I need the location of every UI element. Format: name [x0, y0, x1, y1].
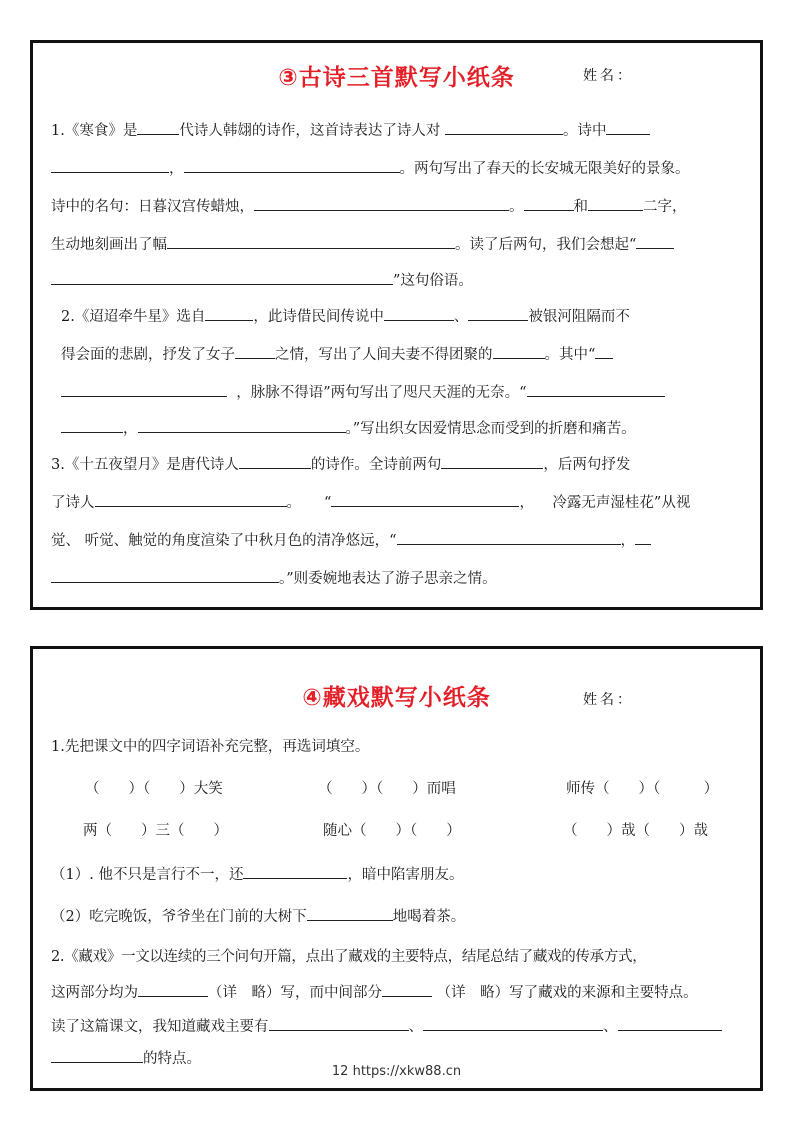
q2-line-4: 的特点。 — [51, 1047, 746, 1069]
page-footer: 12 https://xkw88.cn — [331, 1064, 462, 1079]
name-label: 姓名： — [583, 68, 634, 84]
idiom-fill-item[interactable]: （ ）（ ）而唱 — [318, 781, 456, 797]
idiom-fill-item[interactable]: 师传（ ）（ ） — [566, 781, 719, 797]
answer-blank[interactable] — [138, 417, 346, 433]
idiom-fill-item[interactable]: 随心（ ）（ ） — [323, 823, 461, 839]
answer-blank[interactable] — [397, 529, 621, 545]
q3-line-1: 3.《十五夜望月》是唐代诗人 的诗作。全诗前两句 ，后两句抒发 — [51, 453, 746, 475]
answer-blank[interactable] — [524, 195, 574, 211]
worksheet-card-tibetan-opera — [30, 646, 763, 1091]
idiom-fill-item[interactable]: （ ）（ ）大笑 — [85, 781, 223, 797]
q1-line-5: ”这句俗语。 — [51, 269, 746, 291]
answer-blank[interactable] — [51, 269, 393, 285]
q1-line-1: 1.《寒食》是 代诗人韩翃的诗作，这首诗表达了诗人对 。诗中 — [51, 119, 746, 141]
answer-blank[interactable] — [95, 491, 287, 507]
card-title: ④藏戏默写小纸条 — [302, 685, 491, 711]
answer-blank[interactable] — [618, 1015, 722, 1031]
idiom-fill-item[interactable]: （ ）哉（ ）哉 — [563, 823, 708, 839]
q1-sentence-1: （1）. 他不只是言行不一，还 ，暗中陷害朋友。 — [51, 863, 746, 885]
answer-blank[interactable] — [468, 305, 528, 321]
idiom-fill-item[interactable]: 两（ ）三（ ） — [83, 823, 228, 839]
answer-blank[interactable] — [51, 157, 169, 173]
q1-sentence-2: （2）吃完晚饭，爷爷坐在门前的大树下 地喝着茶。 — [51, 905, 746, 927]
answer-blank[interactable] — [243, 863, 347, 879]
answer-blank[interactable] — [235, 343, 275, 359]
q2-line-3: 读了这篇课文，我知道藏戏主要有 、 、 — [51, 1015, 746, 1037]
answer-blank[interactable] — [51, 1047, 143, 1063]
answer-blank[interactable] — [384, 305, 454, 321]
q2-line-4: ， 。”写出织女因爱情思念而受到的折磨和痛苦。 — [61, 417, 746, 439]
answer-blank[interactable] — [527, 381, 665, 397]
answer-blank[interactable] — [239, 453, 311, 469]
answer-blank[interactable] — [167, 233, 455, 249]
answer-blank[interactable] — [331, 491, 519, 507]
answer-blank[interactable] — [588, 195, 643, 211]
q1-line-3: 诗中的名句：日暮汉宫传蜡烛， 。 和 二字， — [51, 195, 746, 217]
answer-blank[interactable] — [595, 343, 613, 359]
answer-blank[interactable] — [138, 981, 208, 997]
q1-line-2: ， 。两句写出了春天的长安城无限美好的景象。 — [51, 157, 746, 179]
answer-blank[interactable] — [441, 453, 543, 469]
answer-blank[interactable] — [382, 981, 432, 997]
q2-line-2: 这两部分均为 （详 略）写，而中间部分 （详 略）写了藏戏的来源和主要特点。 — [51, 981, 746, 1003]
answer-blank[interactable] — [61, 381, 227, 397]
answer-blank[interactable] — [184, 157, 400, 173]
answer-blank[interactable] — [61, 417, 123, 433]
answer-blank[interactable] — [269, 1015, 409, 1031]
answer-blank[interactable] — [254, 195, 509, 211]
answer-blank[interactable] — [51, 567, 279, 583]
name-label: 姓名： — [583, 692, 634, 708]
q2-line-2: 得会面的悲剧，抒发了女子 之情，写出了人间夫妻不得团聚的 。其中“ — [61, 343, 746, 365]
q1-line-4: 生动地刻画出了幅 。读了后两句，我们会想起“ — [51, 233, 746, 255]
q3-line-2: 了诗人 。 “ ， 冷露无声湿桂花”从视 — [51, 491, 746, 513]
q1-intro: 1.先把课文中的四字词语补充完整，再选词填空。 — [51, 739, 370, 755]
answer-blank[interactable] — [606, 119, 650, 135]
answer-blank[interactable] — [636, 233, 674, 249]
answer-blank[interactable] — [493, 343, 545, 359]
q3-line-4: 。”则委婉地表达了游子思亲之情。 — [51, 567, 746, 589]
answer-blank[interactable] — [423, 1015, 603, 1031]
q2-line-1: 2.《迢迢牵牛星》选自 ，此诗借民间传说中 、 被银河阻隔而不 — [61, 305, 746, 327]
answer-blank[interactable] — [635, 529, 651, 545]
answer-blank[interactable] — [205, 305, 253, 321]
q2-line-1: 2.《藏戏》一文以连续的三个问句开篇，点出了藏戏的主要特点，结尾总结了藏戏的传承方式， — [51, 949, 647, 965]
answer-blank[interactable] — [445, 119, 563, 135]
q3-line-3: 觉、 听觉、触觉的角度渲染了中秋月色的清净悠远，“ ， — [51, 529, 746, 551]
worksheet-card-ancient-poems — [30, 40, 763, 610]
answer-blank[interactable] — [307, 905, 393, 921]
answer-blank[interactable] — [137, 119, 179, 135]
q2-line-3: ，脉脉不得语”两句写出了咫尺天涯的无奈。“ — [61, 381, 746, 403]
card-title: ③古诗三首默写小纸条 — [278, 65, 515, 91]
